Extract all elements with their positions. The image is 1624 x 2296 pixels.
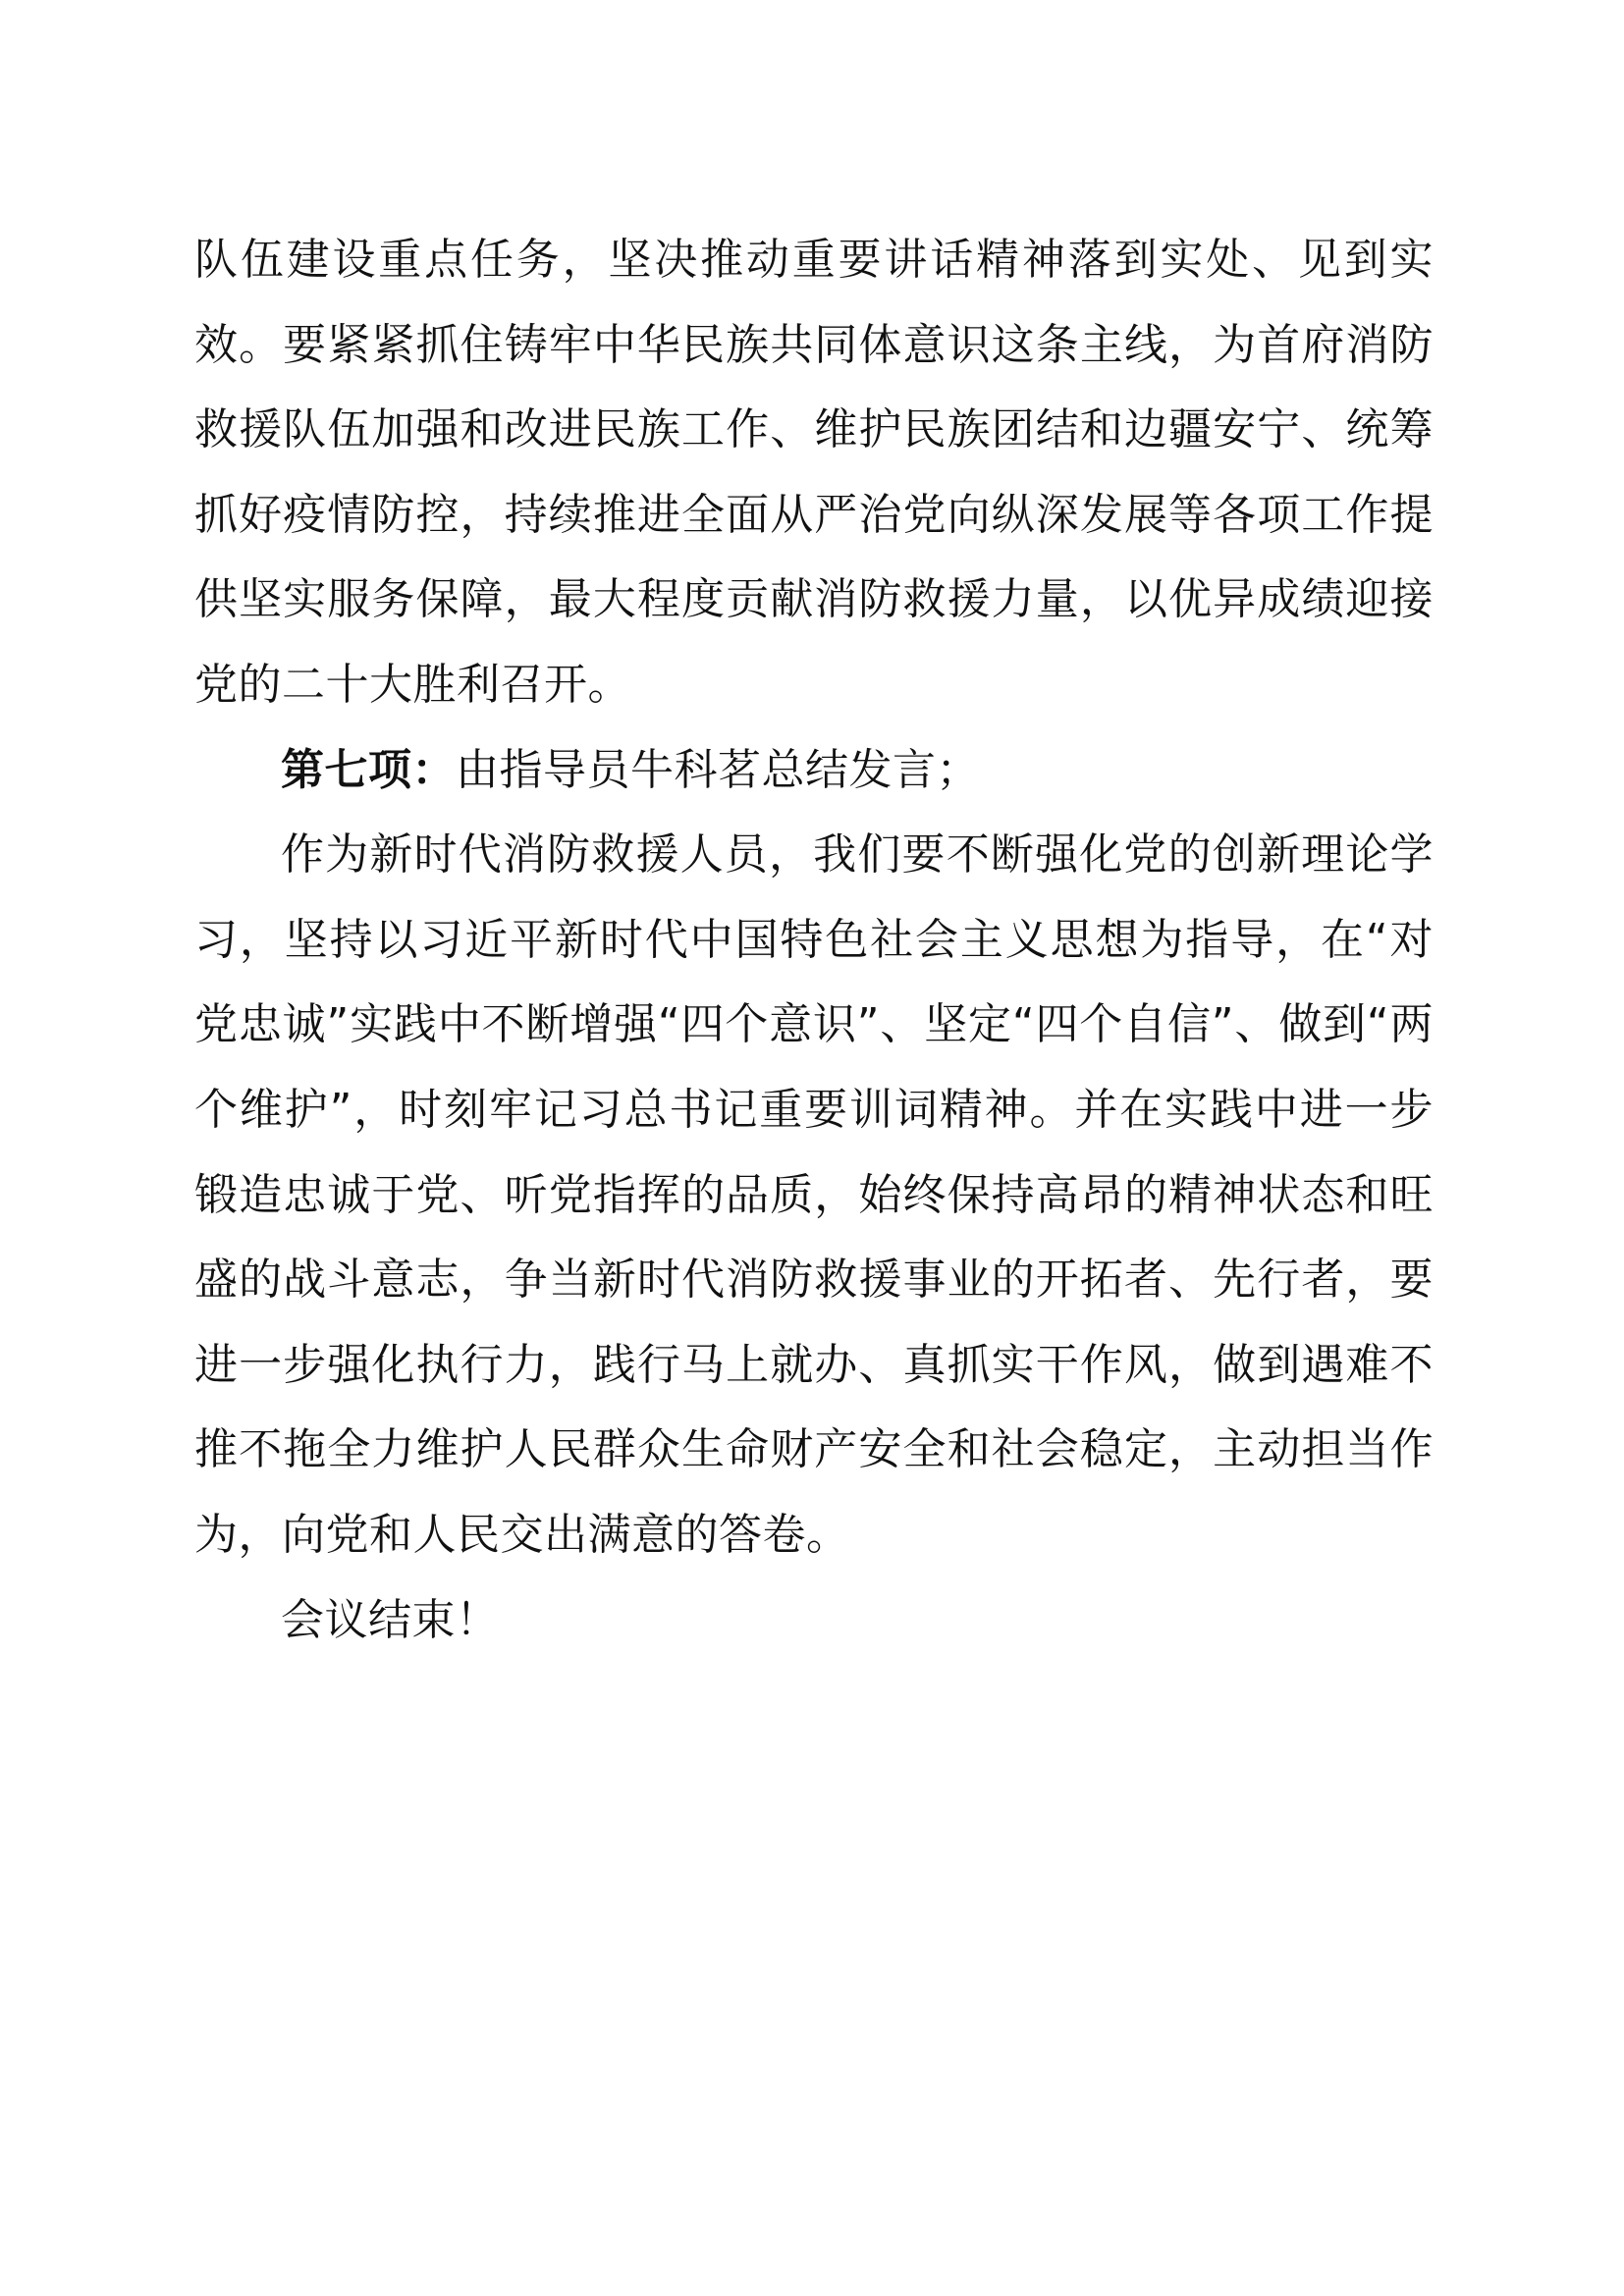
paragraph-meeting-end: 会议结束！: [281, 1594, 500, 1645]
item-seven-text: 由指导员牛科茗总结发言；: [456, 744, 980, 795]
paragraph-task-summary: 队伍建设重点任务，坚决推动重要讲话精神落到实处、见到实效。要紧紧抓住铸牢中华民族共同体意识这条主线，为首府消防救援队伍加强和改进民族工作、维护民族团结和边疆安宁、统筹抓好疫情防控，持续推进全面从严治党向纵深发展等各项工作提供坚实服务保障，最大程度贡献消防救援力量，以优异成绩迎接党的二十大胜利召开。: [194, 235, 1434, 710]
document-page: [194, 218, 1434, 1663]
paragraph-instructor-speech: 作为新时代消防救援人员，我们要不断强化党的创新理论学习，坚持以习近平新时代中国特色社会主义思想为指导，在“对党忠诚”实践中不断增强“四个意识”、坚定“四个自信”、做到“两个维护”，时刻牢记习总书记重要训词精神。并在实践中进一步锻造忠诚于党、听党指挥的品质，始终保持高昂的精神状态和旺盛的战斗意志，争当新时代消防救援事业的开拓者、先行者，要进一步强化执行力，践行马上就办、真抓实干作风，做到遇难不推不拖全力维护人民群众生命财产安全和社会稳定，主动担当作为，向党和人民交出满意的答卷。: [194, 829, 1434, 1560]
paragraph-item-seven: [194, 728, 1434, 814]
item-seven-label: 第七项：: [281, 744, 456, 795]
